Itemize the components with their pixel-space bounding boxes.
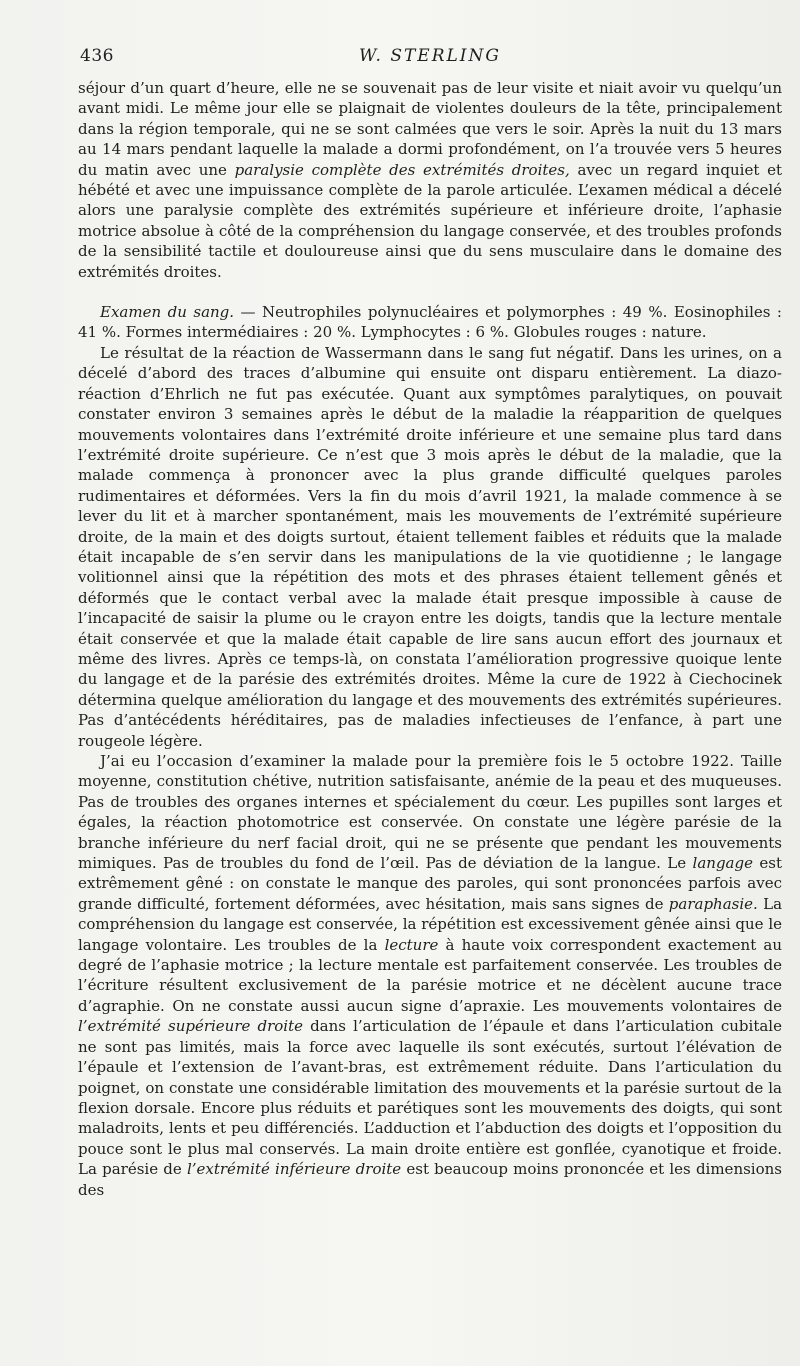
page-number: 436 xyxy=(80,46,114,66)
paragraph-4: J’ai eu l’occasion d’examiner la malade pour la première fois le 5 octobre 1922. Taille moyenne, constitution chétive, nutrition satisfaisante, anémie de la peau et des muqueuses. Pas de troubles des organes internes et spécialement du cœur. Les pupilles sont larges et égales, la réaction photomotrice est conservée. On constate une légère parésie de la branche inférieure du nerf facial droit, qui ne se présente que pendant les mouvements mimiques. Pas de troubles du fond de l’œil. Pas de déviation de la langue. Le langage est extrêmement gêné : on constate le manque des paroles, qui sont prononcées parfois avec grande difficulté, fortement déformées, avec hésitation, mais sans signes de paraphasie. La compréhension du langage est conservée, la répétition est excessivement gênée ainsi que le langage volontaire. Les troubles de la lecture à haute voix correspondent exactement au degré de l’aphasie motrice ; la lecture mentale est parfaitement conservée. Les troubles de l’écriture résultent exclusivement de la parésie motrice et ne décèlent aucune trace d’agraphie. On ne constate aussi aucun signe d’apraxie. Les mouvements volontaires de l’extrémité supérieure droite dans l’articulation de l’épaule et dans l’articulation cubitale ne sont pas limités, mais la force avec laquelle ils sont exécutés, surtout l’élévation de l’épaule et l’extension de l’avant-bras, est extrêmement réduite. Dans l’articulation du poignet, on constate une considérable limitation des mouvements et la parésie surtout de la flexion dorsale. Encore plus réduits et parétiques sont les mouvements des doigts, qui sont maladroits, lents et peu différenciés. L’adduction et l’abduction des doigts et l’opposition du pouce sont le plus mal conservés. La main droite entière est gonflée, cyanotique et froide. La parésie de l’extrémité inférieure droite est beaucoup moins prononcée et les dimensions des xyxy=(78,752,783,1199)
paragraph-3: Le résultat de la réaction de Wassermann dans le sang fut négatif. Dans les urines, on a décelé d’abord des traces d’albumine qui ensuite ont disparu entièrement. La diazo-réaction d’Ehrlich ne fut pas exécutée. Quant aux symptômes paralytiques, on pouvait constater environ 3 semaines après le début de la maladie la réapparition de quelques mouvements volontaires dans l’extrémité droite inférieure et une semaine plus tard dans l’extrémité droite supérieure. Ce n’est que 3 mois après le début de la maladie, que la malade commença à prononcer avec la plus grande difficulté quelques paroles rudimentaires et déformées. Vers la fin du mois d’avril 1921, la malade commence à se lever du lit et à marcher spontanément, mais les mouvements de l’extrémité supérieure droite, de la main et des doigts surtout, étaient tellement faibles et réduits que la malade était incapable de s’en servir dans les manipulations de la vie quotidienne ; le langage volitionnel ainsi que la répétition des mots et des phrases étaient tellement gênés et déformés que le contact verbal avec la malade était presque impossible à cause de l’incapacité de saisir la plume ou le crayon entre les doigts, tandis que la lecture mentale était conservée et que la malade était capable de lire sans aucun effort des journaux et même des livres. Après ce temps-là, on constata l’amélioration progressive quoique lente du langage et de la parésie des extrémités droites. Même la cure de 1922 à Ciechocinek détermina quelque amélioration du langage et des mouvements des extrémités supérieures. Pas d’antécédents héréditaires, pas de maladies infectieuses de l’enfance, à part une rougeole légère. xyxy=(78,343,782,750)
paragraph-1: séjour d’un quart d’heure, elle ne se souvenait pas de leur visite et niait avoir vu quelqu’un avant midi. Le même jour elle se plaignait de violentes douleurs de la tête, principalement dans la région temporale, qui ne se sont calmées que vers le soir. Après la nuit du 13 mars au 14 mars pendant laquelle la malade a dormi profondément, on l’a trouvée vers 5 heures du matin avec une paralysie complète des extrémités droites, avec un regard inquiet et hébété et avec une impuissance complète de la parole articulée. L’examen médical a décelé alors une paralysie complète des extrémités supérieure et inférieure droite, l’aphasie motrice absolue à côté de la compréhension du langage conservée, et des troubles profonds de la sensibilité tactile et douloureuse ainsi que du sens musculaire dans le domaine des extrémités droites. xyxy=(78,79,782,281)
page-header xyxy=(80,46,780,70)
body-text xyxy=(78,78,782,1200)
running-head: W. STERLING xyxy=(359,46,501,66)
section-label: Examen du sang. xyxy=(100,303,235,322)
paragraph-examen-du-sang: Examen du sang. — Neutrophiles polynucléaires et polymorphes : 49 %. Eosinophiles : 41 %. Formes intermédiaires : 20 %. Lymphocytes : 6 %. Globules rouges : nature. xyxy=(78,303,782,342)
